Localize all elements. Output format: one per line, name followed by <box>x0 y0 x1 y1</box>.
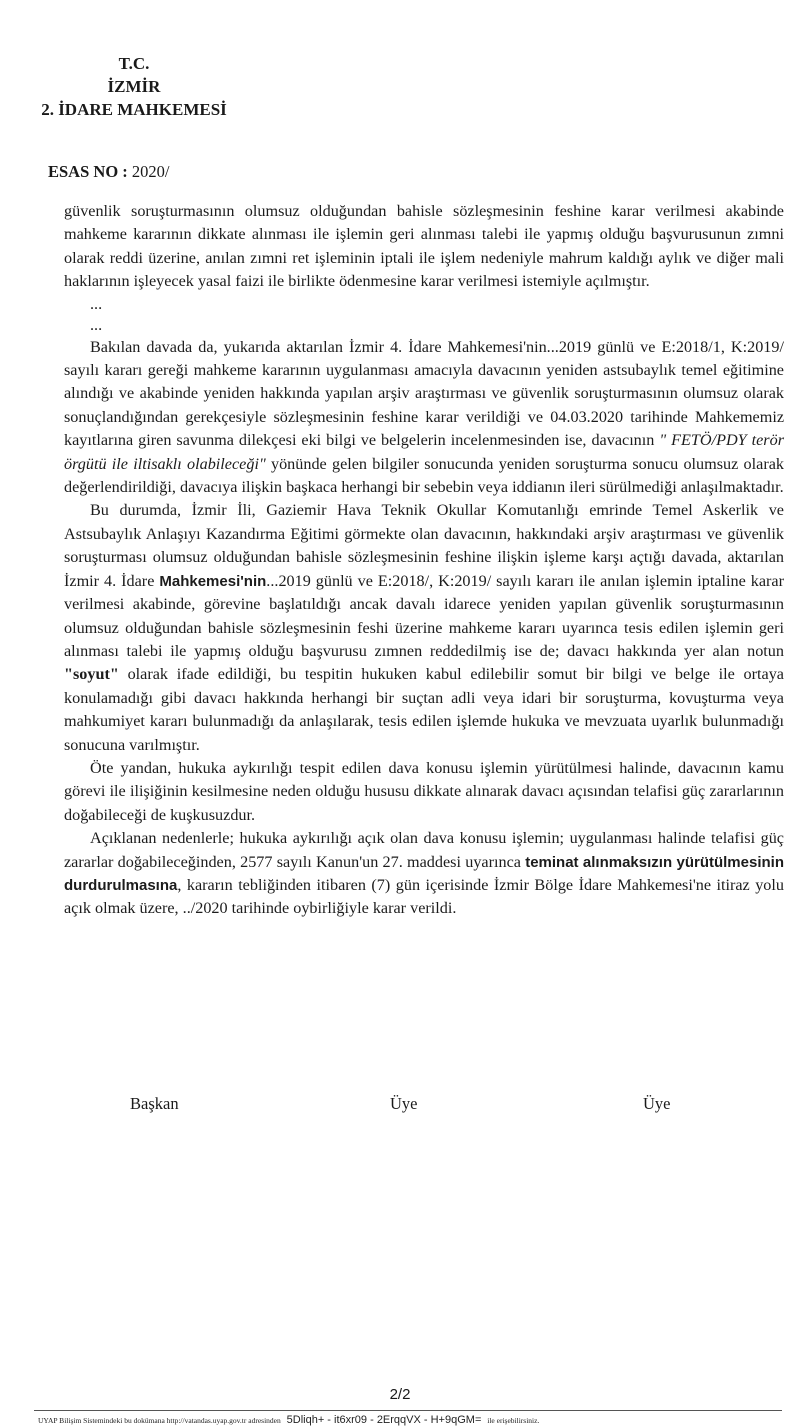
paragraph-5-bold: teminat alınmaksızın yürütülmesinin durdurulmasına <box>64 853 784 894</box>
decision-body <box>64 200 784 921</box>
footer-divider <box>34 1410 782 1411</box>
paragraph-5-text-a: Açıklanan nedenlerle; hukuka aykırılığı açık olan dava konusu işlemin; uygulanması halinde telafisi güç zararlar doğabileceğinden, 2577 sayılı Kanun'un 27. maddesi uyarınca <box>64 829 784 871</box>
paragraph-3-text-c: olarak ifade edildiği, bu tespitin hukuken kabul edilebilir somut bir bilgi ve belge ile ortaya konulamadığı gibi davacı hakkında herhangi bir suçtan adli veya idari bir soruşturma, kovuşturma veya mahkumiyet kararı bulunmadığı da anlaşılarak, tesis edilen işlemde hukuka ve mevzuata uyarlık bulunmadığı sonucuna varılmıştır. <box>64 665 784 754</box>
signature-president: Başkan <box>130 1094 179 1113</box>
footer-prefix: UYAP Bilişim Sistemindeki bu dokümana http://vatandas.uyap.gov.tr adresinden <box>38 1416 281 1425</box>
header-tc: T.C. <box>118 54 150 73</box>
signature-member-2: Üye <box>643 1094 671 1113</box>
paragraph-3-soyut: "soyut" <box>64 665 119 684</box>
footer-access-code: 5Dliqh+ - it6xr09 - 2ErqqVX - H+9qGM= <box>286 1414 482 1426</box>
header-city: İZMİR <box>107 77 161 96</box>
paragraph-4: Öte yandan, hukuka aykırılığı tespit edilen dava konusu işlemin yürütülmesi halinde, davacının kamu görevi ile ilişiğinin kesilmesine neden olduğu hususu dikkate alınarak davacı açısından telafisi güç zararlarının doğabileceği de kuşkusuzdur. <box>64 758 784 824</box>
paragraph-1: güvenlik soruşturmasının olumsuz olduğundan bahisle sözleşmesinin feshine karar verilmesi akabinde mahkeme kararının dikkate alınması ile işlemin geri alınması talebi ile yapmış olduğu başvurusunun zımni olarak reddi üzerine, anılan zımni ret işleminin iptali ile işlem nedeniyle mahrum kaldığı aylık ve diğer mali haklarının işleyecek yasal faizi ile birlikte ödenmesine karar verilmesi istemiyle açılmıştır. <box>64 202 784 291</box>
court-header <box>34 52 234 121</box>
paragraph-3-text-b: ...2019 günlü ve E:2018/, K:2019/ sayılı kararı ile anılan işlemin iptaline karar verilmesi akabinde, görevine başlatıldığı ancak davalı idarece yeniden yapılan güvenlik soruşturmasının olumsuz olduğundan bahisle sözleşmesinin feshi üzerine mahkeme kararı uyarınca tesis edilen işlemin geri alınması talebi ile yapmış olduğu başvurusu zımnen reddedilmiş ise de; davacı hakkında yer alan notun <box>64 571 784 660</box>
paragraph-5 <box>64 827 784 921</box>
paragraph-2-text-a: Bakılan davada da, yukarıda aktarılan İzmir 4. İdare Mahkemesi'nin...2019 günlü ve E:2018/1, K:2019/ sayılı kararı gereği mahkeme kararının uygulanması amacıyla davacının yeniden astsubaylık temel eğitimine alındığı ve akabinde yeniden hakkında yapılan arşiv araştırması ve güvenlik soruşturmasının olumsuz olarak sonuçlandığından gerekçesiyle sözleşmesinin feshine karar verildiği ve 04.03.2020 tarihinde Mahkememiz kayıtlarına giren savunma dilekçesi eki bilgi ve belgelerin incelenmesinden ise, davacının <box>64 337 784 450</box>
paragraph-2 <box>64 336 784 500</box>
page-number: 2/2 <box>389 1386 411 1403</box>
paragraph-3 <box>64 499 784 756</box>
case-number-label: ESAS NO : <box>48 162 128 181</box>
paragraph-5-text-b: , kararın tebliğinden itibaren (7) gün içerisinde İzmir Bölge İdare Mahkemesi'ne itiraz yolu açık olmak üzere, ../2020 tarihinde oybirliğiyle karar verildi. <box>64 875 784 918</box>
paragraph-2-text-b: yönünde gelen bilgiler sonucunda yeniden soruşturma sonucu olumsuz olarak değerlendirildiği, davacıya ilişkin başkaca herhangi bir sebebin veya iddianın ileri sürülmediği anlaşılmaktadır. <box>64 454 785 497</box>
signature-member-1: Üye <box>390 1094 418 1113</box>
footer-suffix: ile erişebilirsiniz. <box>487 1416 540 1425</box>
case-number-value: 2020/ <box>131 162 170 181</box>
uyap-footer <box>38 1414 539 1426</box>
paragraph-3-bold: Mahkemesi'nin <box>159 572 267 590</box>
header-court: 2. İDARE MAHKEMESİ <box>41 100 227 119</box>
paragraph-2-quote: " FETÖ/PDY terör örgütü ile iltisaklı olabileceği" <box>64 431 784 473</box>
case-number <box>48 162 170 182</box>
ellipsis-2: ... <box>90 315 103 334</box>
ellipsis-1: ... <box>90 294 103 313</box>
paragraph-3-text-a: Bu durumda, İzmir İli, Gaziemir Hava Teknik Okullar Komutanlığı emrinde Temel Askerlik ve Astsubaylık Anlaşıyı Kazandırma Eğitimi görmekte olan davacının, hakkındaki arşiv araştırması ve güvenlik soruşturması olumsuz olduğundan bahisle sözleşmesinin feshine ilişkin işleme karşı açtığı davada, aktarılan İzmir 4. İdare <box>64 501 784 590</box>
